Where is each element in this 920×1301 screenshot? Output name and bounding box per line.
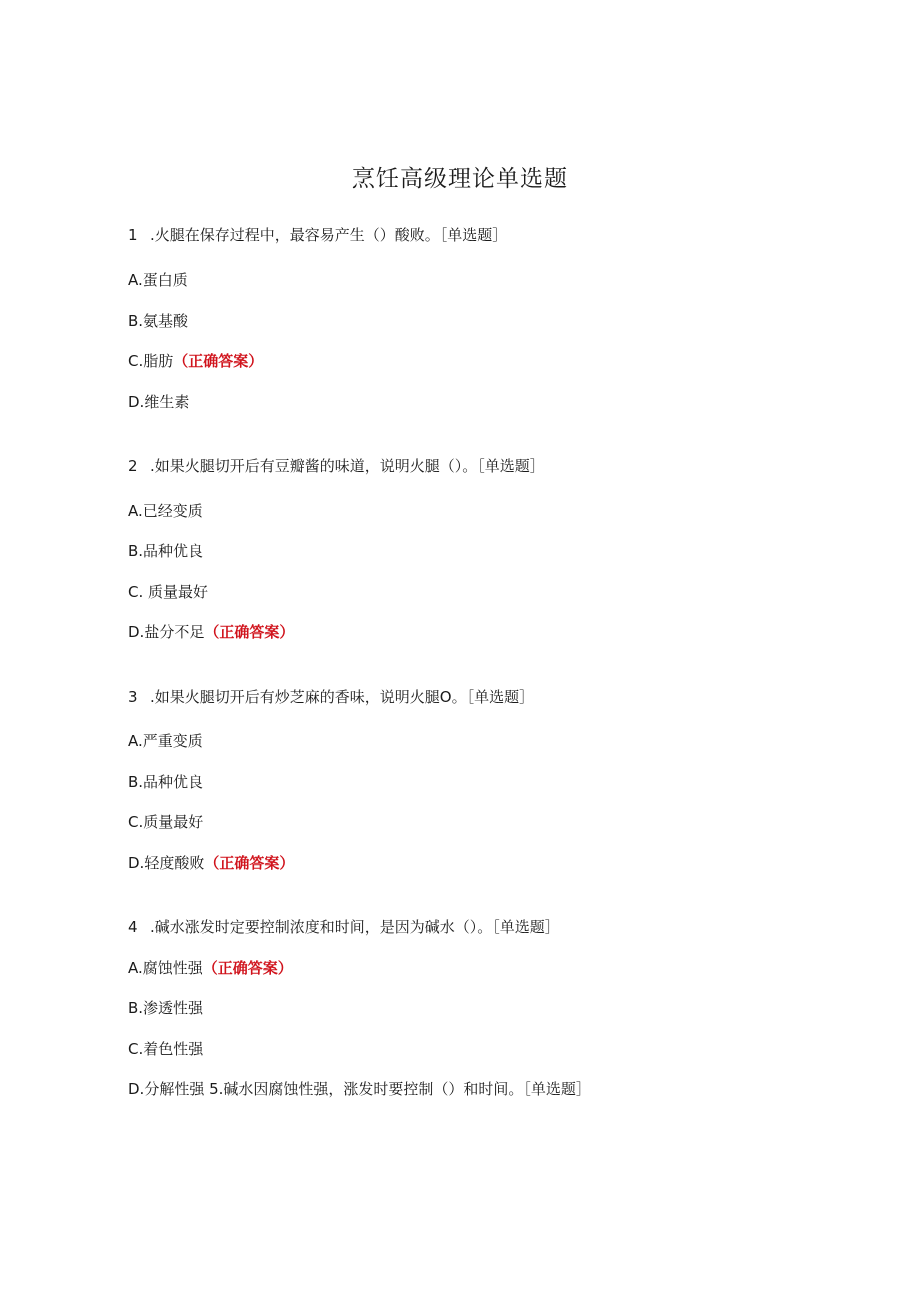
- question-number: 1: [128, 226, 138, 244]
- correct-answer-tag: （正确答案）: [202, 959, 293, 977]
- q3-option-c: C.质量最好: [128, 813, 204, 831]
- correct-answer-tag: （正确答案）: [204, 854, 295, 872]
- q4-option-c: C.着色性强: [128, 1040, 204, 1058]
- question-number: 4: [128, 918, 138, 936]
- question-1: [128, 225, 507, 245]
- question-text: .火腿在保存过程中，最容易产生（）酸败。［单选题］: [150, 226, 508, 244]
- q3-option-b: B.品种优良: [128, 773, 204, 791]
- q1-option-a: A.蛋白质: [128, 271, 188, 289]
- q2-option-a: A.已经变质: [128, 502, 203, 520]
- q4-option-d: D.分解性强 5.碱水因腐蚀性强，涨发时要控制（）和时间。［单选题］: [128, 1080, 591, 1098]
- page-title: 烹饪高级理论单选题: [352, 166, 568, 192]
- question-text: .如果火腿切开后有炒芝麻的香味，说明火腿O。［单选题］: [150, 688, 535, 706]
- q3-option-a: A.严重变质: [128, 732, 203, 750]
- q4-option-a: A.腐蚀性强（正确答案）: [128, 959, 293, 977]
- q1-option-b: B.氨基酸: [128, 312, 189, 330]
- q3-option-d: D.轻度酸败（正确答案）: [128, 854, 295, 872]
- q1-option-c: C.脂肪（正确答案）: [128, 352, 264, 370]
- question-number: 2: [128, 457, 138, 475]
- question-3: [128, 687, 534, 707]
- q2-option-d: D.盐分不足（正确答案）: [128, 623, 295, 641]
- q2-option-b: B.品种优良: [128, 542, 204, 560]
- question-text: .如果火腿切开后有豆瓣酱的味道，说明火腿（）。［单选题］: [150, 457, 545, 475]
- question-4: [128, 917, 560, 937]
- question-2: [128, 456, 545, 476]
- q1-option-d: D.维生素: [128, 393, 190, 411]
- q2-option-c: C. 质量最好: [128, 583, 209, 601]
- q4-option-b: B.渗透性强: [128, 999, 204, 1017]
- question-text: .碱水涨发时定要控制浓度和时间，是因为碱水（）。［单选题］: [150, 918, 560, 936]
- question-number: 3: [128, 688, 138, 706]
- correct-answer-tag: （正确答案）: [173, 352, 264, 370]
- correct-answer-tag: （正确答案）: [204, 623, 295, 641]
